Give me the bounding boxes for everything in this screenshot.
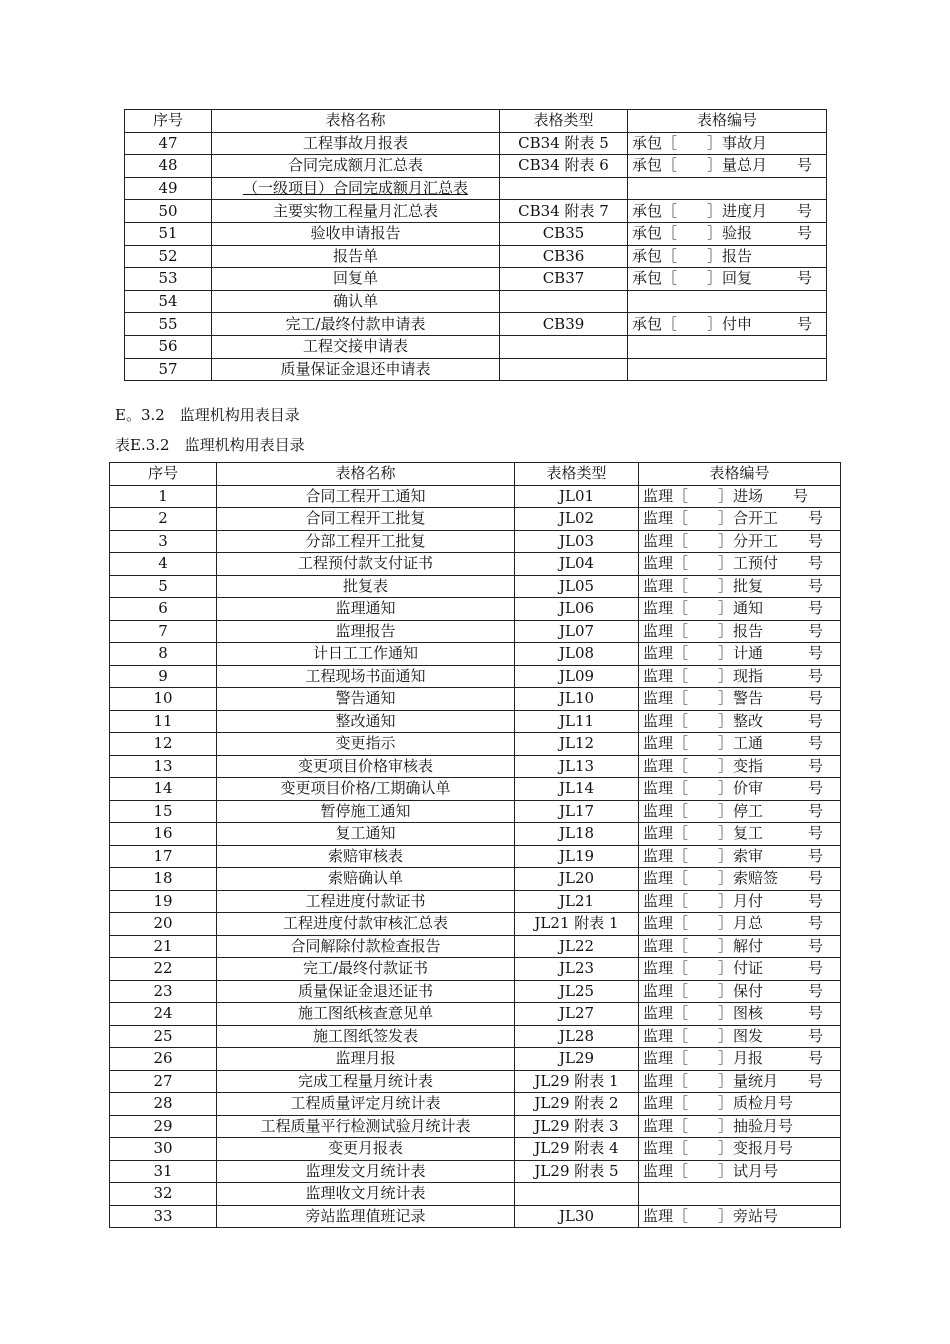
cell-form-code — [639, 1183, 841, 1206]
section-heading: E。3.2 监理机构用表目录 — [115, 406, 300, 424]
table-row — [110, 1025, 841, 1048]
cell-form-type: CB36 — [500, 245, 628, 268]
cell-form-type: JL29 附表 4 — [515, 1138, 639, 1161]
cell-form-name: 工程进度付款审核汇总表 — [217, 913, 515, 936]
header-index: 序号 — [125, 110, 212, 133]
cell-index: 3 — [110, 530, 217, 553]
cell-form-type: CB35 — [500, 222, 628, 245]
cell-form-type — [500, 177, 628, 200]
table-row — [110, 620, 841, 643]
cell-form-code: 监理［ ］抽验月号 — [639, 1115, 841, 1138]
table-row — [110, 485, 841, 508]
table-caption: 表E.3.2 监理机构用表目录 — [115, 436, 305, 454]
table-row — [110, 598, 841, 621]
table-row — [110, 755, 841, 778]
cell-index: 47 — [125, 132, 212, 155]
cell-form-code: 承包［ ］报告 — [628, 245, 827, 268]
cell-form-code: 承包［ ］事故月 — [628, 132, 827, 155]
cell-form-code: 监理［ ］工通 号 — [639, 733, 841, 756]
cell-form-name: 验收申请报告 — [212, 222, 500, 245]
cell-index: 27 — [110, 1070, 217, 1093]
cell-form-name: 监理通知 — [217, 598, 515, 621]
cell-form-code: 监理［ ］付证 号 — [639, 958, 841, 981]
cell-form-code: 监理［ ］工预付 号 — [639, 553, 841, 576]
cell-form-name: 工程质量评定月统计表 — [217, 1093, 515, 1116]
cell-form-name: 质量保证金退还申请表 — [212, 358, 500, 381]
cell-form-code: 承包［ ］进度月 号 — [628, 200, 827, 223]
cell-index: 49 — [125, 177, 212, 200]
cell-form-name: 合同工程开工批复 — [217, 508, 515, 531]
header-form-code: 表格编号 — [628, 110, 827, 133]
cell-index: 1 — [110, 485, 217, 508]
cell-form-name: 监理月报 — [217, 1048, 515, 1071]
cell-index: 56 — [125, 335, 212, 358]
cell-form-code: 监理［ ］复工 号 — [639, 823, 841, 846]
table-row — [110, 1048, 841, 1071]
cell-form-name: 施工图纸核查意见单 — [217, 1003, 515, 1026]
cell-form-type: CB37 — [500, 268, 628, 291]
cell-form-type: JL22 — [515, 935, 639, 958]
cell-form-code: 承包［ ］验报 号 — [628, 222, 827, 245]
cell-form-type: JL01 — [515, 485, 639, 508]
cell-form-name: 批复表 — [217, 575, 515, 598]
cell-form-name: 工程预付款支付证书 — [217, 553, 515, 576]
cell-index: 6 — [110, 598, 217, 621]
cell-index: 13 — [110, 755, 217, 778]
cell-form-code: 监理［ ］图核 号 — [639, 1003, 841, 1026]
cell-form-code — [628, 358, 827, 381]
cell-form-code: 监理［ ］进场 号 — [639, 485, 841, 508]
table-row — [110, 530, 841, 553]
table-row — [125, 200, 827, 223]
cell-form-code: 承包［ ］量总月 号 — [628, 155, 827, 178]
cell-index: 29 — [110, 1115, 217, 1138]
cell-index: 12 — [110, 733, 217, 756]
table-row — [125, 268, 827, 291]
cell-form-name: 工程交接申请表 — [212, 335, 500, 358]
cell-form-name: 整改通知 — [217, 710, 515, 733]
cell-form-code: 监理［ ］解付 号 — [639, 935, 841, 958]
cell-form-name: 旁站监理值班记录 — [217, 1205, 515, 1228]
cell-form-name: 完工/最终付款申请表 — [212, 313, 500, 336]
cell-form-name: 工程质量平行检测试验月统计表 — [217, 1115, 515, 1138]
cell-index: 4 — [110, 553, 217, 576]
table-row — [110, 1003, 841, 1026]
cell-form-type: JL05 — [515, 575, 639, 598]
table-row — [110, 800, 841, 823]
table-row — [125, 335, 827, 358]
table-row — [110, 1183, 841, 1206]
cell-form-code: 监理［ ］月付 号 — [639, 890, 841, 913]
table-row — [110, 1138, 841, 1161]
cell-form-name: 索赔审核表 — [217, 845, 515, 868]
cell-form-code: 监理［ ］警告 号 — [639, 688, 841, 711]
cell-form-name: 完工/最终付款证书 — [217, 958, 515, 981]
header-form-code: 表格编号 — [639, 463, 841, 486]
cell-form-type: JL20 — [515, 868, 639, 891]
table-row — [125, 155, 827, 178]
cell-form-type: JL09 — [515, 665, 639, 688]
table-row — [125, 245, 827, 268]
cell-form-type: JL29 附表 2 — [515, 1093, 639, 1116]
cell-index: 16 — [110, 823, 217, 846]
cell-form-code: 监理［ ］通知 号 — [639, 598, 841, 621]
cell-form-code: 监理［ ］合开工 号 — [639, 508, 841, 531]
cell-index: 54 — [125, 290, 212, 313]
cell-index: 19 — [110, 890, 217, 913]
cell-form-code: 监理［ ］保付 号 — [639, 980, 841, 1003]
cell-index: 14 — [110, 778, 217, 801]
table-row — [110, 733, 841, 756]
cell-index: 22 — [110, 958, 217, 981]
cell-index: 26 — [110, 1048, 217, 1071]
cell-form-code: 监理［ ］批复 号 — [639, 575, 841, 598]
table-row — [110, 890, 841, 913]
cell-index: 21 — [110, 935, 217, 958]
cell-form-type: JL29 附表 3 — [515, 1115, 639, 1138]
cell-form-type: JL03 — [515, 530, 639, 553]
table-row — [110, 1205, 841, 1228]
cell-form-name: 警告通知 — [217, 688, 515, 711]
table-row — [110, 1115, 841, 1138]
table-row — [110, 1070, 841, 1093]
cell-index: 25 — [110, 1025, 217, 1048]
cell-form-type — [500, 290, 628, 313]
table-row — [110, 958, 841, 981]
cell-form-type: JL06 — [515, 598, 639, 621]
cell-index: 32 — [110, 1183, 217, 1206]
cell-form-name: 监理报告 — [217, 620, 515, 643]
cell-form-code: 监理［ ］价审 号 — [639, 778, 841, 801]
cell-form-name: 回复单 — [212, 268, 500, 291]
cell-index: 51 — [125, 222, 212, 245]
cell-form-type: JL29 附表 1 — [515, 1070, 639, 1093]
cell-form-name: 变更项目价格/工期确认单 — [217, 778, 515, 801]
cell-form-type: JL25 — [515, 980, 639, 1003]
cell-form-code: 监理［ ］质检月号 — [639, 1093, 841, 1116]
table-row — [125, 313, 827, 336]
cell-form-name: 监理收文月统计表 — [217, 1183, 515, 1206]
header-form-name: 表格名称 — [212, 110, 500, 133]
header-index: 序号 — [110, 463, 217, 486]
cell-index: 20 — [110, 913, 217, 936]
table-contractor-forms — [124, 109, 827, 381]
header-form-type: 表格类型 — [500, 110, 628, 133]
cell-form-type: JL11 — [515, 710, 639, 733]
cell-form-name: 索赔确认单 — [217, 868, 515, 891]
cell-index: 50 — [125, 200, 212, 223]
cell-form-name: 确认单 — [212, 290, 500, 313]
cell-form-code: 监理［ ］索审 号 — [639, 845, 841, 868]
cell-form-code: 监理［ ］量统月 号 — [639, 1070, 841, 1093]
table-supervision-forms — [109, 462, 841, 1228]
cell-form-name: 工程现场书面通知 — [217, 665, 515, 688]
cell-form-type: CB34 附表 6 — [500, 155, 628, 178]
cell-form-code — [628, 335, 827, 358]
cell-form-type: JL27 — [515, 1003, 639, 1026]
cell-form-code: 监理［ ］月总 号 — [639, 913, 841, 936]
cell-index: 55 — [125, 313, 212, 336]
cell-form-type: JL29 附表 5 — [515, 1160, 639, 1183]
table-row — [110, 553, 841, 576]
cell-form-type: JL14 — [515, 778, 639, 801]
cell-index: 28 — [110, 1093, 217, 1116]
cell-form-type: JL13 — [515, 755, 639, 778]
table-row — [110, 778, 841, 801]
cell-form-name: 分部工程开工批复 — [217, 530, 515, 553]
table-row — [110, 868, 841, 891]
cell-form-code: 承包［ ］付申 号 — [628, 313, 827, 336]
cell-form-name: 计日工工作通知 — [217, 643, 515, 666]
cell-form-code: 监理［ ］旁站号 — [639, 1205, 841, 1228]
cell-form-type: JL17 — [515, 800, 639, 823]
cell-form-code: 监理［ ］变报月号 — [639, 1138, 841, 1161]
cell-form-type: JL28 — [515, 1025, 639, 1048]
cell-form-code: 监理［ ］报告 号 — [639, 620, 841, 643]
header-form-type: 表格类型 — [515, 463, 639, 486]
cell-index: 15 — [110, 800, 217, 823]
cell-index: 48 — [125, 155, 212, 178]
cell-form-name: 报告单 — [212, 245, 500, 268]
cell-form-code — [628, 177, 827, 200]
table-row — [110, 665, 841, 688]
cell-index: 8 — [110, 643, 217, 666]
cell-index: 31 — [110, 1160, 217, 1183]
table-row — [125, 132, 827, 155]
cell-index: 17 — [110, 845, 217, 868]
cell-form-name: 变更月报表 — [217, 1138, 515, 1161]
cell-form-type: JL21 附表 1 — [515, 913, 639, 936]
cell-form-type: JL19 — [515, 845, 639, 868]
table-row — [110, 1093, 841, 1116]
cell-form-name: 合同工程开工通知 — [217, 485, 515, 508]
header-form-name: 表格名称 — [217, 463, 515, 486]
table-row — [110, 575, 841, 598]
cell-form-code — [628, 290, 827, 313]
cell-form-type: JL18 — [515, 823, 639, 846]
cell-index: 10 — [110, 688, 217, 711]
table-row — [125, 290, 827, 313]
cell-form-code: 监理［ ］计通 号 — [639, 643, 841, 666]
cell-form-code: 监理［ ］图发 号 — [639, 1025, 841, 1048]
cell-index: 52 — [125, 245, 212, 268]
cell-index: 9 — [110, 665, 217, 688]
cell-index: 2 — [110, 508, 217, 531]
table-row — [125, 358, 827, 381]
table-row — [110, 913, 841, 936]
cell-index: 33 — [110, 1205, 217, 1228]
cell-form-type: JL12 — [515, 733, 639, 756]
cell-form-code: 监理［ ］整改 号 — [639, 710, 841, 733]
cell-form-type — [500, 358, 628, 381]
table-row — [110, 980, 841, 1003]
cell-form-type: JL02 — [515, 508, 639, 531]
cell-form-type — [515, 1183, 639, 1206]
cell-form-name: 施工图纸签发表 — [217, 1025, 515, 1048]
cell-form-name: 完成工程量月统计表 — [217, 1070, 515, 1093]
cell-form-name: 工程进度付款证书 — [217, 890, 515, 913]
cell-index: 30 — [110, 1138, 217, 1161]
table-header-row — [110, 463, 841, 486]
cell-form-type: CB39 — [500, 313, 628, 336]
cell-form-code: 监理［ ］停工 号 — [639, 800, 841, 823]
table-row — [110, 508, 841, 531]
cell-form-type: JL30 — [515, 1205, 639, 1228]
table-row — [110, 1160, 841, 1183]
cell-form-type: CB34 附表 5 — [500, 132, 628, 155]
cell-index: 18 — [110, 868, 217, 891]
cell-form-name: 质量保证金退还证书 — [217, 980, 515, 1003]
cell-form-type: JL07 — [515, 620, 639, 643]
cell-form-name: 工程事故月报表 — [212, 132, 500, 155]
cell-index: 57 — [125, 358, 212, 381]
cell-form-code: 监理［ ］现指 号 — [639, 665, 841, 688]
table-row — [110, 845, 841, 868]
cell-form-name: 变更指示 — [217, 733, 515, 756]
table-row — [110, 643, 841, 666]
cell-form-type: CB34 附表 7 — [500, 200, 628, 223]
cell-form-name: 合同完成额月汇总表 — [212, 155, 500, 178]
cell-index: 11 — [110, 710, 217, 733]
cell-form-name: 暂停施工通知 — [217, 800, 515, 823]
cell-index: 53 — [125, 268, 212, 291]
table-row — [125, 222, 827, 245]
cell-form-type: JL21 — [515, 890, 639, 913]
cell-form-name: （一级项目）合同完成额月汇总表 — [212, 177, 500, 200]
table-row — [110, 823, 841, 846]
cell-form-code: 承包［ ］回复 号 — [628, 268, 827, 291]
cell-form-type: JL04 — [515, 553, 639, 576]
cell-form-code: 监理［ ］试月号 — [639, 1160, 841, 1183]
cell-form-name: 监理发文月统计表 — [217, 1160, 515, 1183]
cell-form-code: 监理［ ］分开工 号 — [639, 530, 841, 553]
table-row — [125, 177, 827, 200]
cell-form-type — [500, 335, 628, 358]
table-row — [110, 710, 841, 733]
cell-form-type: JL10 — [515, 688, 639, 711]
cell-index: 7 — [110, 620, 217, 643]
cell-index: 5 — [110, 575, 217, 598]
table-header-row — [125, 110, 827, 133]
cell-form-name: 主要实物工程量月汇总表 — [212, 200, 500, 223]
cell-form-type: JL23 — [515, 958, 639, 981]
table-row — [110, 688, 841, 711]
cell-form-code: 监理［ ］索赔签 号 — [639, 868, 841, 891]
table-row — [110, 935, 841, 958]
cell-form-code: 监理［ ］月报 号 — [639, 1048, 841, 1071]
cell-form-code: 监理［ ］变指 号 — [639, 755, 841, 778]
cell-form-name: 复工通知 — [217, 823, 515, 846]
cell-index: 23 — [110, 980, 217, 1003]
cell-form-type: JL08 — [515, 643, 639, 666]
cell-form-name: 合同解除付款检查报告 — [217, 935, 515, 958]
cell-form-type: JL29 — [515, 1048, 639, 1071]
cell-form-name: 变更项目价格审核表 — [217, 755, 515, 778]
cell-index: 24 — [110, 1003, 217, 1026]
